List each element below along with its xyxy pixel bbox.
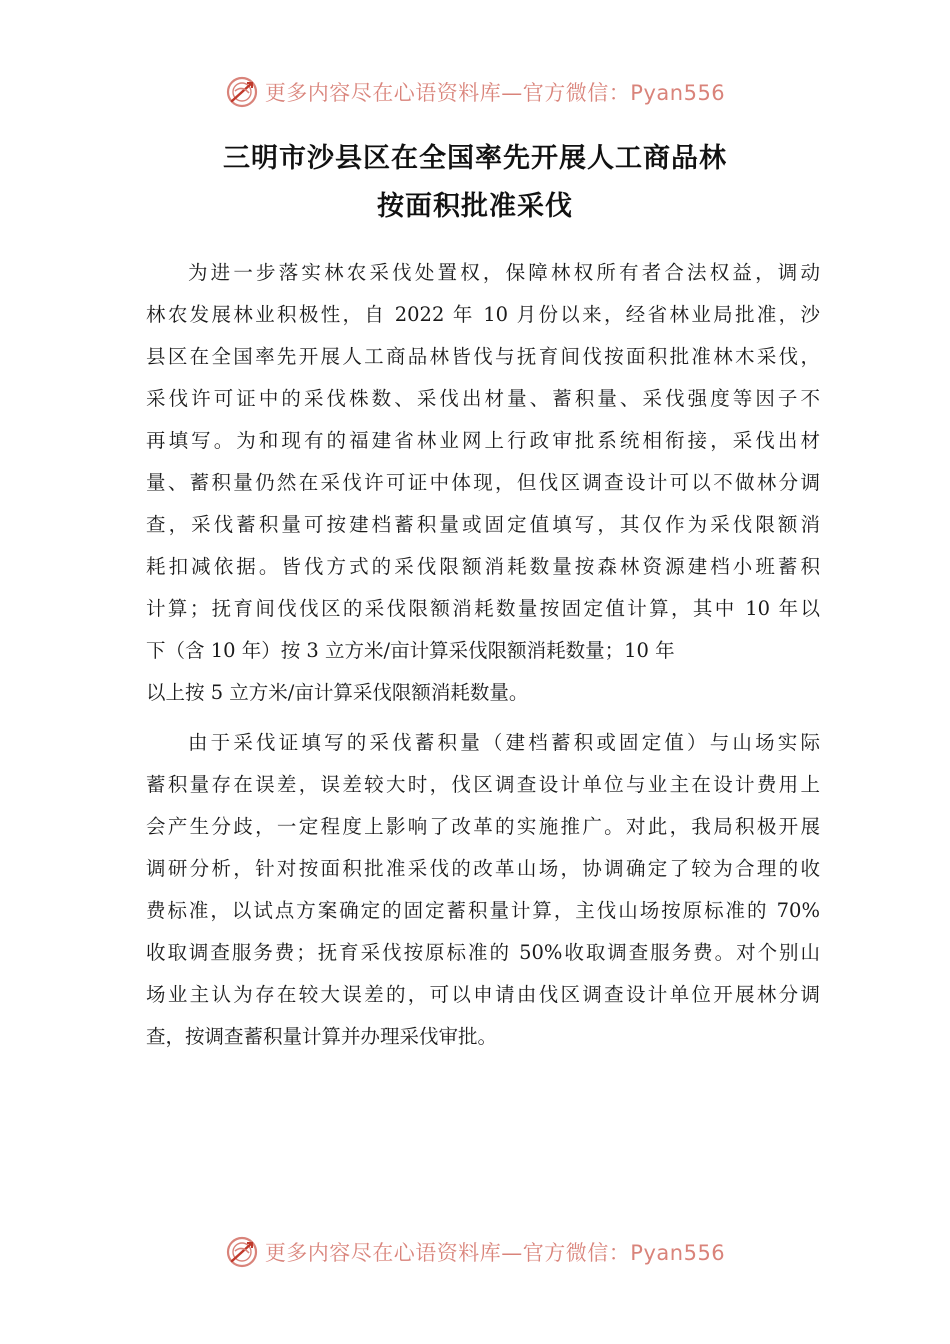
watermark-logo-icon (225, 75, 259, 109)
text-line: 收取调查服务费；抚育采伐按原标准的 50%收取调查服务费。对个别山 (146, 941, 820, 964)
watermark-logo-icon (225, 1235, 259, 1269)
text-line: 由于采伐证填写的采伐蓄积量（建档蓄积或固定值）与山场实际 (188, 731, 820, 754)
text-line: 场业主认为存在较大误差的，可以申请由伐区调查设计单位开展林分调 (146, 983, 820, 1006)
text-line: 查，采伐蓄积量可按建档蓄积量或固定值填写，其仅作为采伐限额消 (146, 513, 820, 536)
text-line: 查，按调查蓄积量计算并办理采伐审批。 (146, 1025, 498, 1048)
text-line: 蓄积量存在误差，误差较大时，伐区调查设计单位与业主在设计费用上 (146, 773, 820, 796)
text-line: 会产生分歧，一定程度上影响了改革的实施推广。对此，我局积极开展 (146, 815, 820, 838)
footer-watermark (0, 1232, 950, 1272)
text-line: 采伐许可证中的采伐株数、采伐出材量、蓄积量、采伐强度等因子不 (146, 387, 820, 410)
text-line: 耗扣减依据。皆伐方式的采伐限额消耗数量按森林资源建档小班蓄积 (146, 555, 820, 578)
text-line: 林农发展林业积极性，自 2022 年 10 月份以来，经省林业局批准，沙 (146, 303, 820, 326)
text-line: 下（含 10 年）按 3 立方米/亩计算采伐限额消耗数量；10 年 (146, 639, 675, 662)
page-title-line-2: 按面积批准采伐 (377, 191, 573, 222)
paragraph-1 (146, 252, 820, 714)
text-line: 计算；抚育间伐伐区的采伐限额消耗数量按固定值计算，其中 10 年以 (146, 597, 820, 620)
text-line: 以上按 5 立方米/亩计算采伐限额消耗数量。 (146, 681, 529, 704)
text-line: 费标准，以试点方案确定的固定蓄积量计算，主伐山场按原标准的 70% (146, 899, 820, 922)
page-title-line-1: 三明市沙县区在全国率先开展人工商品林 (223, 143, 727, 174)
header-watermark (0, 72, 950, 112)
paragraph-2 (146, 722, 820, 1058)
watermark-text: 更多内容尽在心语资料库—官方微信：Pyan556 (264, 81, 726, 105)
text-line: 为进一步落实林农采伐处置权，保障林权所有者合法权益，调动 (188, 261, 820, 284)
text-line: 再填写。为和现有的福建省林业网上行政审批系统相衔接，采伐出材 (146, 429, 820, 452)
watermark-text: 更多内容尽在心语资料库—官方微信：Pyan556 (264, 1241, 726, 1265)
text-line: 县区在全国率先开展人工商品林皆伐与抚育间伐按面积批准林木采伐， (146, 345, 820, 368)
text-line: 调研分析，针对按面积批准采伐的改革山场，协调确定了较为合理的收 (146, 857, 820, 880)
text-line: 量、蓄积量仍然在采伐许可证中体现，但伐区调查设计可以不做林分调 (146, 471, 820, 494)
